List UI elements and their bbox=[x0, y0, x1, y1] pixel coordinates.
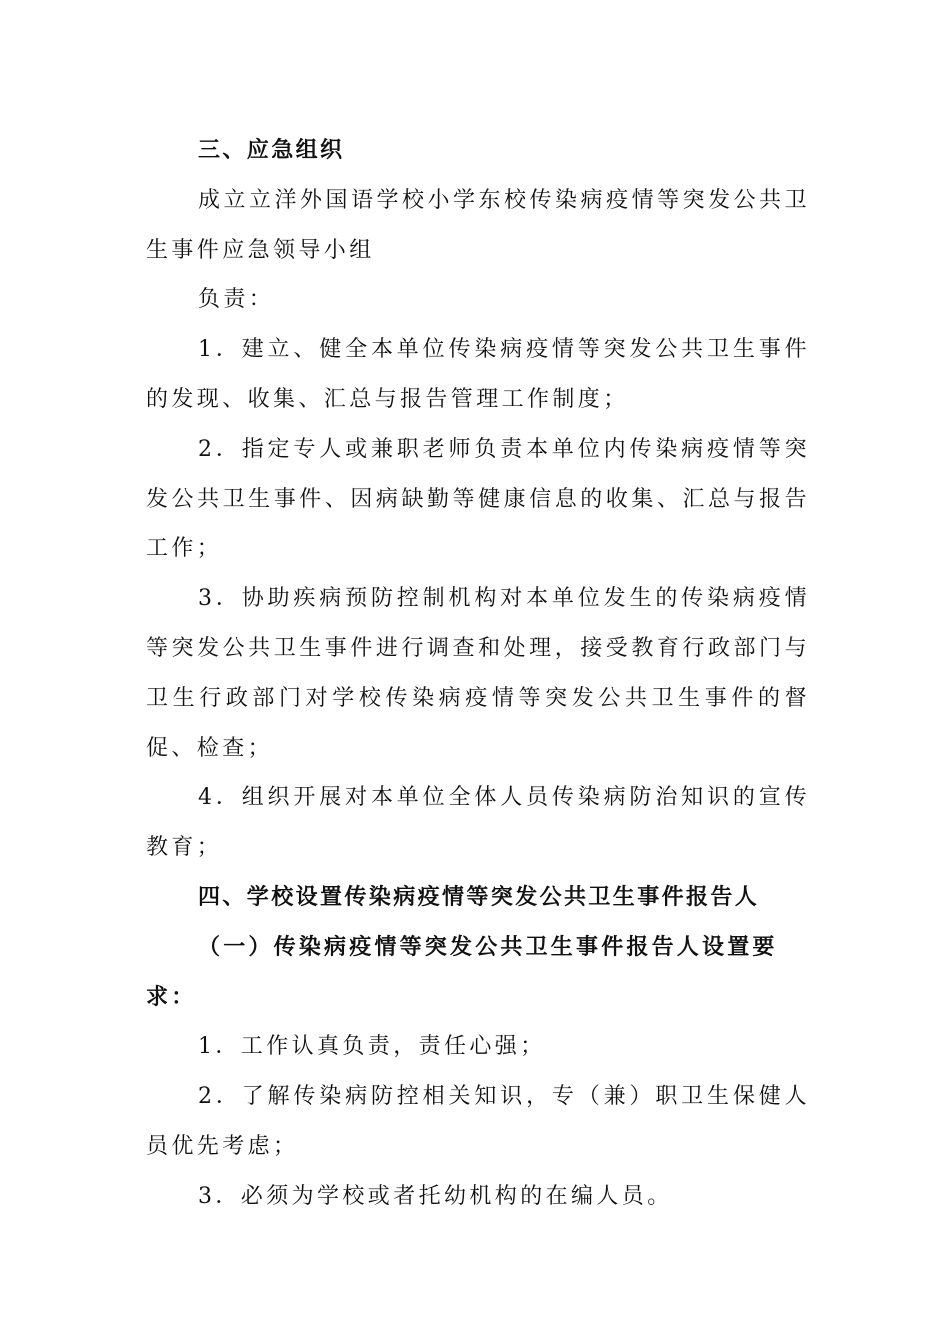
requirement-item-2: 2．了解传染病防控相关知识，专（兼）职卫生保健人员优先考虑； bbox=[146, 1084, 810, 1159]
duty-item-2: 2．指定专人或兼职老师负责本单位内传染病疫情等突发公共卫生事件、因病缺勤等健康信息的收集、汇总与报告工作； bbox=[146, 436, 810, 562]
requirement-item-3: 3．必须为学校或者托幼机构的在编人员。 bbox=[198, 1183, 673, 1209]
duty-item-3: 3．协助疾病预防控制机构对本单位发生的传染病疫情等突发公共卫生事件进行调查和处理，接受教育行政部门与卫生行政部门对学校传染病疫情等突发公共卫生事件的督促、检查； bbox=[146, 586, 810, 761]
requirement-item-1: 1．工作认真负责，责任心强； bbox=[198, 1034, 546, 1060]
document-body bbox=[146, 126, 810, 1222]
paragraph-responsibilities-label: 负责： bbox=[198, 287, 275, 313]
duty-item-4: 4．组织开展对本单位全体人员传染病防治知识的宣传教育； bbox=[146, 785, 810, 861]
paragraph-leadership-group: 成立立洋外国语学校小学东校传染病疫情等突发公共卫生事件应急领导小组 bbox=[146, 187, 810, 263]
duty-item-1: 1．建立、健全本单位传染病疫情等突发公共卫生事件的发现、收集、汇总与报告管理工作制度； bbox=[146, 337, 810, 412]
subsection-heading-reporter-requirements: （一）传染病疫情等突发公共卫生事件报告人设置要求： bbox=[146, 933, 778, 1010]
section-heading-reporter: 四、学校设置传染病疫情等突发公共卫生事件报告人 bbox=[198, 883, 760, 910]
section-heading-emergency-organization: 三、应急组织 bbox=[198, 137, 345, 163]
